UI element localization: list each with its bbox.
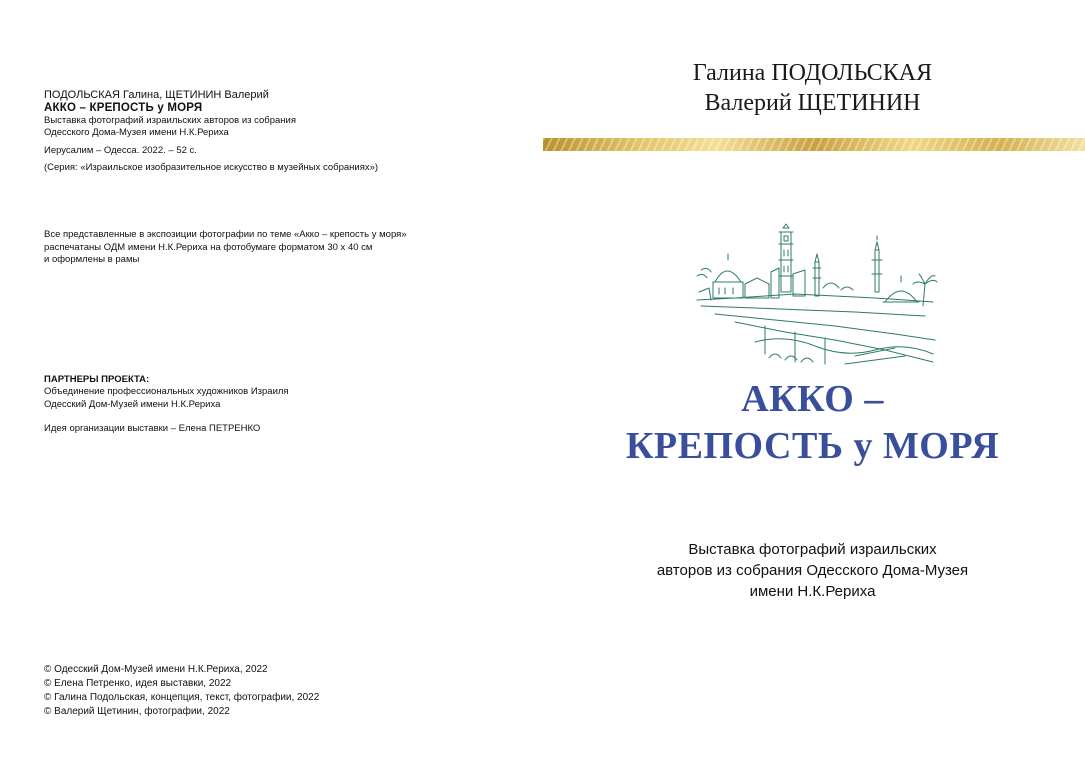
subtitle-line-2: авторов из собрания Одесского Дома-Музея xyxy=(656,562,969,579)
copyright-line: © Галина Подольская, концепция, текст, фотографии, 2022 xyxy=(44,692,320,703)
exhibition-idea-credit: Идея организации выставки – Елена ПЕТРЕНКО xyxy=(44,423,261,434)
main-title-line-1: АККО – xyxy=(741,378,884,420)
imprint-description-line-1: Выставка фотографий израильских авторов из собрания xyxy=(44,115,296,126)
print-note xyxy=(44,229,514,267)
imprint-block xyxy=(44,89,514,174)
partner-2: Одесский Дом-Музей имени Н.К.Рериха xyxy=(44,398,221,410)
copyright-line: © Одесский Дом-Музей имени Н.К.Рериха, 2022 xyxy=(44,664,268,675)
print-note-line-3: и оформлены в рамы xyxy=(44,254,140,265)
imprint-publication-place: Иерусалим – Одесса. 2022. – 52 с. xyxy=(44,145,197,156)
right-page-title xyxy=(540,0,1085,768)
copyright-line: © Елена Петренко, идея выставки, 2022 xyxy=(44,678,232,689)
imprint-authors: ПОДОЛЬСКАЯ Галина, ЩЕТИНИН Валерий xyxy=(44,89,269,101)
partners-heading: ПАРТНЕРЫ ПРОЕКТА: xyxy=(44,374,150,385)
print-note-line-1: Все представленные в экспозиции фотографии по теме «Акко – крепость у моря» xyxy=(44,229,407,240)
main-title-line-2: КРЕПОСТЬ у МОРЯ xyxy=(625,425,1000,467)
subtitle-line-1: Выставка фотографий израильских xyxy=(688,541,937,558)
subtitle-line-3: имени Н.К.Рериха xyxy=(749,583,876,600)
copyright-block xyxy=(44,663,514,719)
partner-1: Объединение профессиональных художников Израиля xyxy=(44,386,289,397)
copyright-line: © Валерий Щетинин, фотографии, 2022 xyxy=(44,706,230,717)
partners-block xyxy=(44,374,514,436)
left-page-imprint xyxy=(0,0,540,768)
print-note-line-2: распечатаны ОДМ имени Н.К.Рериха на фотобумаге форматом 30 х 40 см xyxy=(44,241,373,253)
cover-author-2: Валерий ЩЕТИНИН xyxy=(704,90,921,116)
cover-author-1: Галина ПОДОЛЬСКАЯ xyxy=(692,60,933,86)
imprint-series: (Серия: «Израильское изобразительное искусство в музейных собраниях») xyxy=(44,162,379,173)
gold-decorative-band xyxy=(543,138,1085,151)
exhibition-subtitle xyxy=(540,539,1085,602)
cover-authors xyxy=(540,58,1085,118)
main-title xyxy=(540,376,1085,470)
imprint-description-line-2: Одесского Дома-Музея имени Н.К.Рериха xyxy=(44,127,229,138)
imprint-title: АККО – КРЕПОСТЬ у МОРЯ xyxy=(44,102,203,114)
acre-city-sketch-illustration xyxy=(695,222,945,370)
